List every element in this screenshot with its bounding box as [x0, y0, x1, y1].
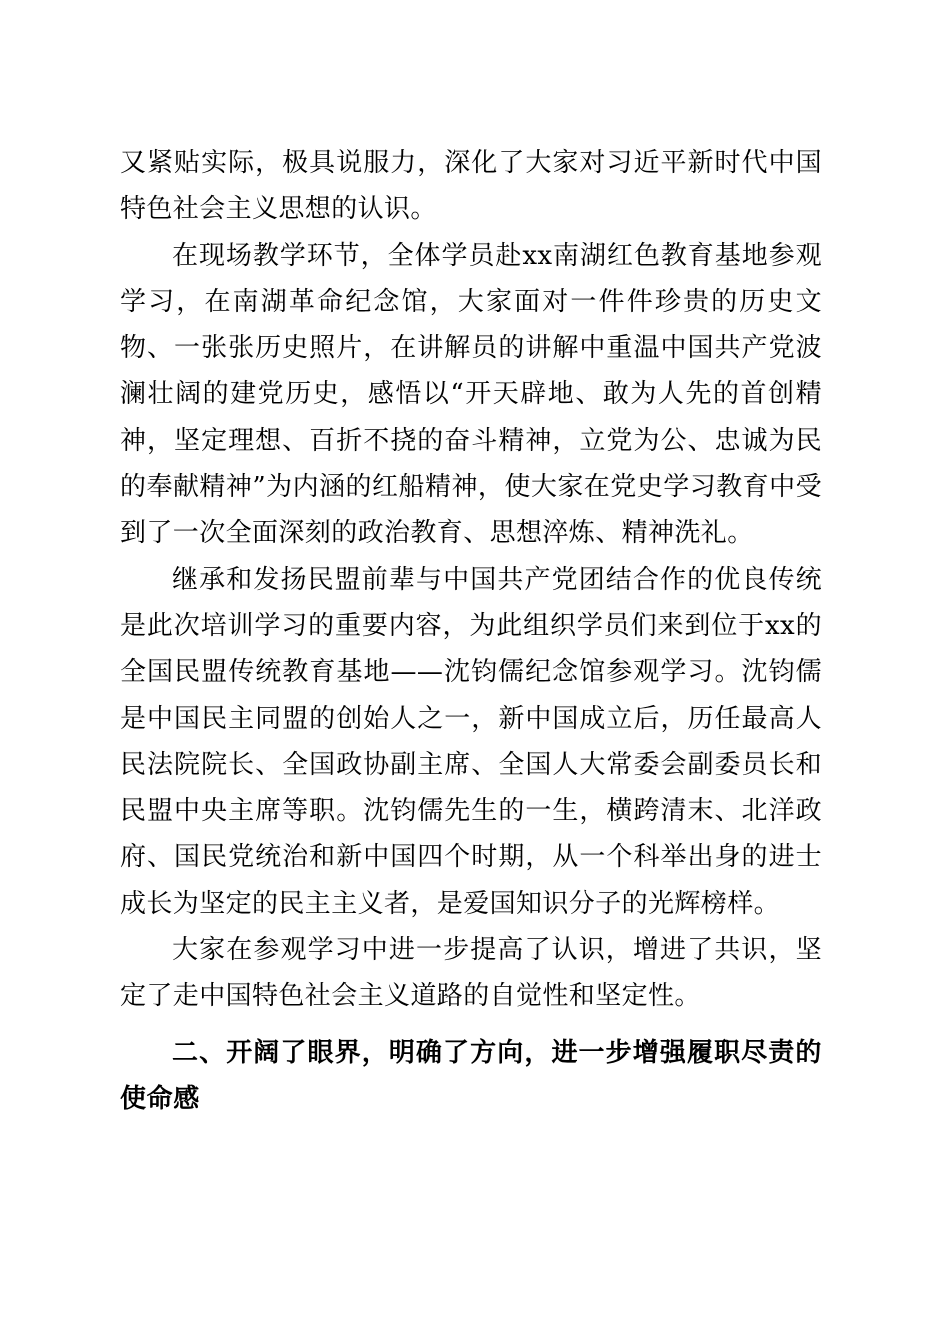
paragraph-continuation: 又紧贴实际，极具说服力，深化了大家对习近平新时代中国特色社会主义思想的认识。: [120, 148, 822, 225]
paragraph-consensus: 大家在参观学习中进一步提高了认识，增进了共识，坚定了走中国特色社会主义道路的自觉性和坚定性。: [120, 935, 822, 1012]
document-page: [120, 140, 822, 1122]
section-heading: 二、开阔了眼界，明确了方向，进一步增强履职尽责的使命感: [120, 1037, 822, 1114]
paragraph-field-teaching: 在现场教学环节，全体学员赴xx南湖红色教育基地参观学习，在南湖革命纪念馆，大家面对一件件珍贵的历史文物、一张张历史照片，在讲解员的讲解中重温中国共产党波澜壮阔的建党历史，感悟以“开天辟地、敢为人先的首创精神，坚定理想、百折不挠的奋斗精神，立党为公、忠诚为民的奉献精神”为内涵的红船精神，使大家在党史学习教育中受到了一次全面深刻的政治教育、思想淬炼、精神洗礼。: [120, 240, 822, 549]
paragraph-shen-junru-memorial: 继承和发扬民盟前辈与中国共产党团结合作的优良传统是此次培训学习的重要内容，为此组织学员们来到位于xx的全国民盟传统教育基地——沈钧儒纪念馆参观学习。沈钧儒是中国民主同盟的创始人之一，新中国成立后，历任最高人民法院院长、全国政协副主席、全国人大常委会副委员长和民盟中央主席等职。沈钧儒先生的一生，横跨清末、北洋政府、国民党统治和新中国四个时期，从一个科举出身的进士成长为坚定的民主主义者，是爱国知识分子的光辉榜样。: [120, 564, 822, 919]
